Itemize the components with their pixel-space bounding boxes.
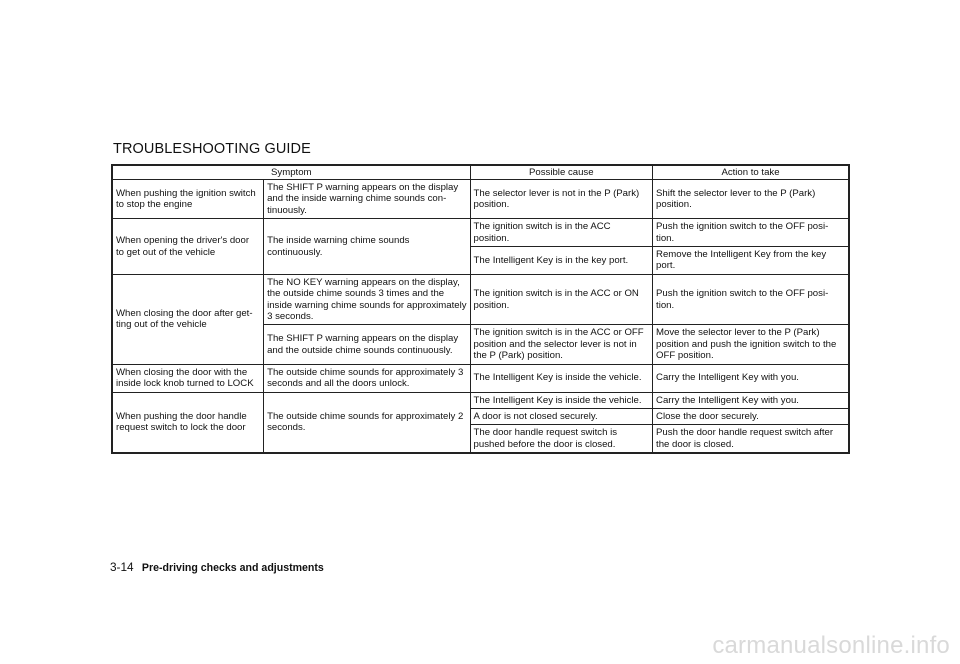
action-cell: Carry the Intelligent Key with you. — [653, 392, 849, 408]
warning-cell: The outside chime sounds for approximately 3 seconds and all the doors unlock. — [264, 364, 470, 392]
header-possible-cause: Possible cause — [470, 165, 652, 180]
symptom-cell: When opening the driver's door to get out of the vehicle — [112, 219, 264, 275]
cause-cell: The Intelligent Key is inside the vehicle. — [470, 392, 652, 408]
page-title: TROUBLESHOOTING GUIDE — [113, 141, 311, 157]
table-row — [112, 219, 849, 247]
warning-cell: The SHIFT P warning appears on the display and the inside warning chime sounds con- tinuously. — [264, 180, 470, 219]
warning-cell: The outside chime sounds for approximately 2 seconds. — [264, 392, 470, 453]
watermark: carmanualsonline.info — [712, 632, 950, 659]
symptom-cell: When pushing the ignition switch to stop the engine — [112, 180, 264, 219]
symptom-cell: When closing the door after get- ting out of the vehicle — [112, 274, 264, 364]
table-row — [112, 274, 849, 325]
header-symptom: Symptom — [112, 165, 470, 180]
warning-cell: The SHIFT P warning appears on the display and the outside chime sounds continuously. — [264, 325, 470, 364]
symptom-cell: When closing the door with the inside lock knob turned to LOCK — [112, 364, 264, 392]
header-action: Action to take — [653, 165, 849, 180]
cause-cell: The ignition switch is in the ACC or ON position. — [470, 274, 652, 325]
page-number: 3-14 — [110, 560, 134, 574]
action-cell: Move the selector lever to the P (Park) position and push the ignition switch to the OFF position. — [653, 325, 849, 364]
action-cell: Carry the Intelligent Key with you. — [653, 364, 849, 392]
cause-cell: The selector lever is not in the P (Park) position. — [470, 180, 652, 219]
cause-cell: The Intelligent Key is in the key port. — [470, 247, 652, 275]
cause-cell: The Intelligent Key is inside the vehicle. — [470, 364, 652, 392]
troubleshooting-table — [111, 164, 850, 454]
table-row — [112, 392, 849, 408]
action-cell: Push the ignition switch to the OFF posi- tion. — [653, 274, 849, 325]
section-title: Pre-driving checks and adjustments — [141, 562, 324, 574]
cause-cell: A door is not closed securely. — [470, 408, 652, 424]
action-cell: Remove the Intelligent Key from the key port. — [653, 247, 849, 275]
warning-cell: The inside warning chime sounds continuously. — [264, 219, 470, 275]
table-header-row — [112, 165, 849, 180]
action-cell: Push the door handle request switch after the door is closed. — [653, 425, 849, 453]
table-row — [112, 180, 849, 219]
warning-cell: The NO KEY warning appears on the display, the outside chime sounds 3 times and the inside warning chime sounds for approximately 3 seconds. — [264, 274, 470, 325]
table-row — [112, 364, 849, 392]
cause-cell: The ignition switch is in the ACC position. — [470, 219, 652, 247]
cause-cell: The door handle request switch is pushed before the door is closed. — [470, 425, 652, 453]
cause-cell: The ignition switch is in the ACC or OFF position and the selector lever is not in the P (Park) position. — [470, 325, 652, 364]
page-footer — [110, 560, 324, 574]
action-cell: Close the door securely. — [653, 408, 849, 424]
action-cell: Shift the selector lever to the P (Park) position. — [653, 180, 849, 219]
action-cell: Push the ignition switch to the OFF posi- tion. — [653, 219, 849, 247]
symptom-cell: When pushing the door handle request switch to lock the door — [112, 392, 264, 453]
